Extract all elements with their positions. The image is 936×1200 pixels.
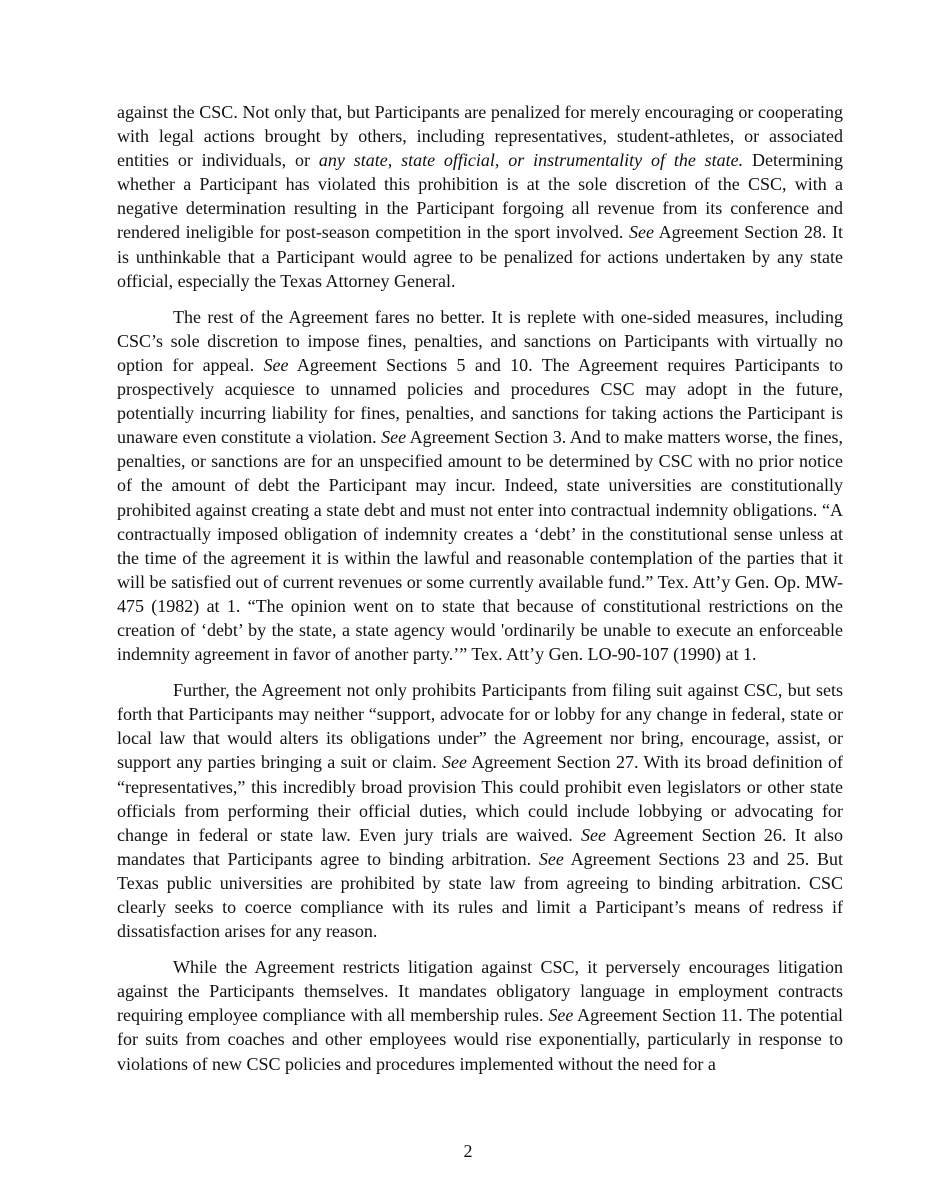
paragraph-4-text: While the Agreement restricts litigation against CSC, it perversely encourages litigation against the Participants themselves. It mandates obligatory language in employment contracts requiring employee compliance with all membership rules. xyxy=(117,957,843,1026)
paragraph-3-text: Agreement Sections 23 and 25. But Texas public universities are prohibited by state law from agreeing to binding arbitration. CSC clearly seeks to coerce compliance with its rules and limit a Participant’s means of redress if dissatisfaction arises for any reason. xyxy=(117,848,843,942)
paragraph-2-text: Agreement Section 3. And to make matters worse, the fines, penalties, or sanctions are for an unspecified amount to be determined by CSC with no prior notice of the amount of debt the Participant may incur. Indeed, state universities are constitutionally prohibited against creating a state debt and must not enter into contractual indemnity obligations. “A contractually imposed obligation of indemnity creates a ‘debt’ in the constitutional sense unless at the time of the agreement it is within the lawful and reasonable contemplation of the parties that it will be satisfied out of current revenues or some currently available fund.” Tex. Att’y Gen. Op. MW-475 (1982) at 1. “The opinion went on to state that because of constitutional restrictions on the creation of ‘debt’ by the state, a state agency would 'ordinarily be unable to execute an enforceable indemnity agreement in favor of another party.’” Tex. Att’y Gen. LO-90-107 (1990) at 1. xyxy=(117,427,843,665)
paragraph-1 xyxy=(117,100,843,293)
see-signal: See xyxy=(581,824,607,845)
paragraph-3-text: Further, the Agreement not only prohibits Participants from filing suit against CSC, but sets forth that Participants may neither “support, advocate for or lobby for any change in federal, state or local law that would alters its obligations under” the Agreement nor bring, encourage, assist, or support any parties bringing a suit or claim. xyxy=(117,680,843,773)
paragraph-2-text: Agreement Sections 5 and 10. The Agreement requires Participants to prospectively acquiesce to unnamed policies and procedures CSC may adopt in the future, potentially incurring liability for fines, penalties, and sanctions for taking actions the Participant is unaware even constitute a violation. xyxy=(117,354,843,448)
document-body xyxy=(117,100,843,1088)
see-signal: See xyxy=(442,752,468,773)
paragraph-4 xyxy=(117,955,843,1075)
see-signal: See xyxy=(629,222,655,243)
paragraph-4-text: Agreement Section 11. The potential for suits from coaches and other employees would rise exponentially, particularly in response to violations of new CSC policies and procedures implemented without the need for a xyxy=(117,1005,843,1074)
paragraph-3-text: Agreement Section 26. It also mandates that Participants agree to binding arbitration. xyxy=(117,824,843,869)
see-signal: See xyxy=(381,427,407,448)
paragraph-1-text: against the CSC. Not only that, but Participants are penalized for merely encouraging or cooperating with legal actions brought by others, including representatives, student-athletes, or associated entities or individuals, or xyxy=(117,102,843,171)
paragraph-1-italic-phrase: any state, state official, or instrumentality of the state. xyxy=(318,150,744,171)
page-number: 2 xyxy=(463,1141,473,1161)
paragraph-2-text: The rest of the Agreement fares no better. It is replete with one-sided measures, including CSC’s sole discretion to impose fines, penalties, and sanctions on Participants with virtually no option for appeal. xyxy=(117,306,843,375)
paragraph-3-text: Agreement Section 27. With its broad definition of “representatives,” this incredibly broad provision This could prohibit even legislators or other state officials from performing their official duties, which could include lobbying or advocating for change in federal or state law. Even jury trials are waived. xyxy=(117,752,843,845)
paragraph-1-text: Agreement Section 28. It is unthinkable that a Participant would agree to be penalized for actions undertaken by any state official, especially the Texas Attorney General. xyxy=(117,222,843,291)
paragraph-2 xyxy=(117,305,843,666)
paragraph-1-text: Determining whether a Participant has violated this prohibition is at the sole discretion of the CSC, with a negative determination resulting in the Participant forgoing all revenue from its conference and rendered ineligible for post-season competition in the sport involved. xyxy=(117,150,843,243)
see-signal: See xyxy=(263,354,289,375)
paragraph-3 xyxy=(117,678,843,943)
see-signal: See xyxy=(548,1005,574,1026)
see-signal: See xyxy=(538,848,564,869)
